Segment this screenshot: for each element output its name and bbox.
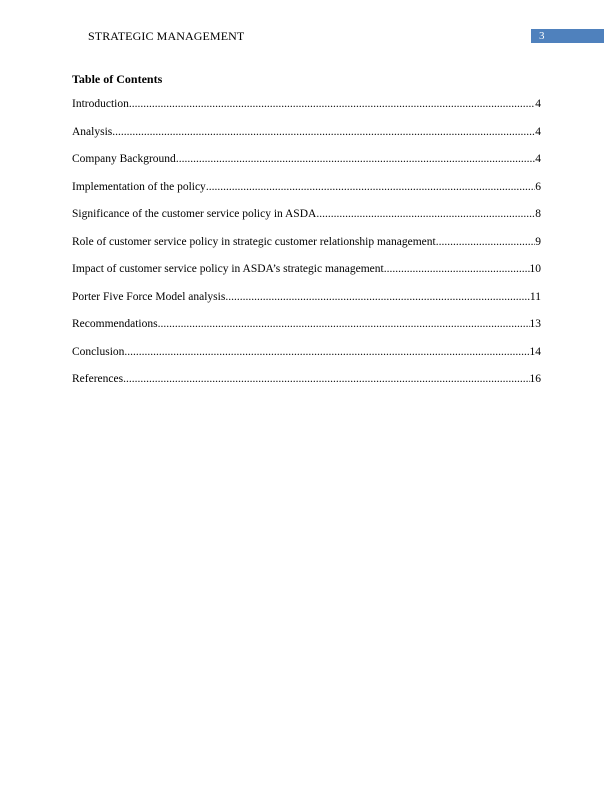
toc-entry-title: Impact of customer service policy in ASDA’s strategic management bbox=[72, 263, 384, 275]
toc-entry-implementation[interactable] bbox=[72, 181, 541, 209]
toc-dot-leader bbox=[112, 126, 535, 138]
page-number: 3 bbox=[539, 30, 545, 42]
toc-heading: Table of Contents bbox=[72, 72, 163, 86]
toc-entry-title: Significance of the customer service policy in ASDA bbox=[72, 208, 317, 220]
table-of-contents bbox=[72, 98, 541, 401]
toc-dot-leader bbox=[436, 236, 536, 248]
toc-entry-role[interactable] bbox=[72, 236, 541, 264]
page-number-badge bbox=[531, 29, 604, 43]
toc-dot-leader bbox=[176, 153, 535, 165]
toc-dot-leader bbox=[123, 373, 529, 385]
toc-entry-porter[interactable] bbox=[72, 291, 541, 319]
toc-entry-analysis[interactable] bbox=[72, 126, 541, 154]
toc-dot-leader bbox=[124, 346, 529, 358]
toc-dot-leader bbox=[158, 318, 530, 330]
toc-entry-title: Recommendations bbox=[72, 318, 158, 330]
toc-entry-page: 16 bbox=[529, 373, 541, 385]
toc-dot-leader bbox=[225, 291, 530, 303]
toc-entry-page: 6 bbox=[535, 180, 541, 193]
toc-entry-title: Porter Five Force Model analysis bbox=[72, 290, 226, 303]
toc-entry-title: References bbox=[72, 373, 124, 385]
toc-entry-recommendations[interactable] bbox=[72, 318, 541, 346]
toc-entry-page: 8 bbox=[535, 208, 541, 220]
toc-entry-references[interactable] bbox=[72, 373, 541, 401]
toc-entry-page: 4 bbox=[535, 98, 541, 110]
toc-entry-page: 13 bbox=[529, 318, 541, 330]
toc-entry-title: Conclusion bbox=[72, 345, 125, 358]
toc-entry-company-background[interactable] bbox=[72, 153, 541, 181]
toc-entry-introduction[interactable] bbox=[72, 98, 541, 126]
toc-entry-impact[interactable] bbox=[72, 263, 541, 291]
toc-entry-page: 11 bbox=[529, 290, 541, 303]
toc-entry-page: 4 bbox=[535, 125, 541, 138]
toc-entry-title: Company Background bbox=[72, 153, 176, 165]
toc-entry-page: 9 bbox=[535, 235, 541, 248]
toc-entry-title: Role of customer service policy in strategic customer relationship management bbox=[72, 235, 436, 248]
toc-dot-leader bbox=[206, 181, 535, 193]
toc-entry-page: 14 bbox=[529, 345, 541, 358]
toc-entry-title: Introduction bbox=[72, 98, 129, 110]
toc-entry-page: 4 bbox=[535, 153, 541, 165]
toc-dot-leader bbox=[316, 208, 535, 220]
toc-entry-significance[interactable] bbox=[72, 208, 541, 236]
toc-dot-leader bbox=[129, 98, 535, 110]
toc-entry-title: Analysis bbox=[72, 125, 113, 138]
running-header: STRATEGIC MANAGEMENT bbox=[88, 29, 245, 43]
toc-entry-title: Implementation of the policy bbox=[72, 180, 206, 193]
toc-entry-page: 10 bbox=[529, 263, 541, 275]
toc-entry-conclusion[interactable] bbox=[72, 346, 541, 374]
toc-dot-leader bbox=[384, 263, 530, 275]
